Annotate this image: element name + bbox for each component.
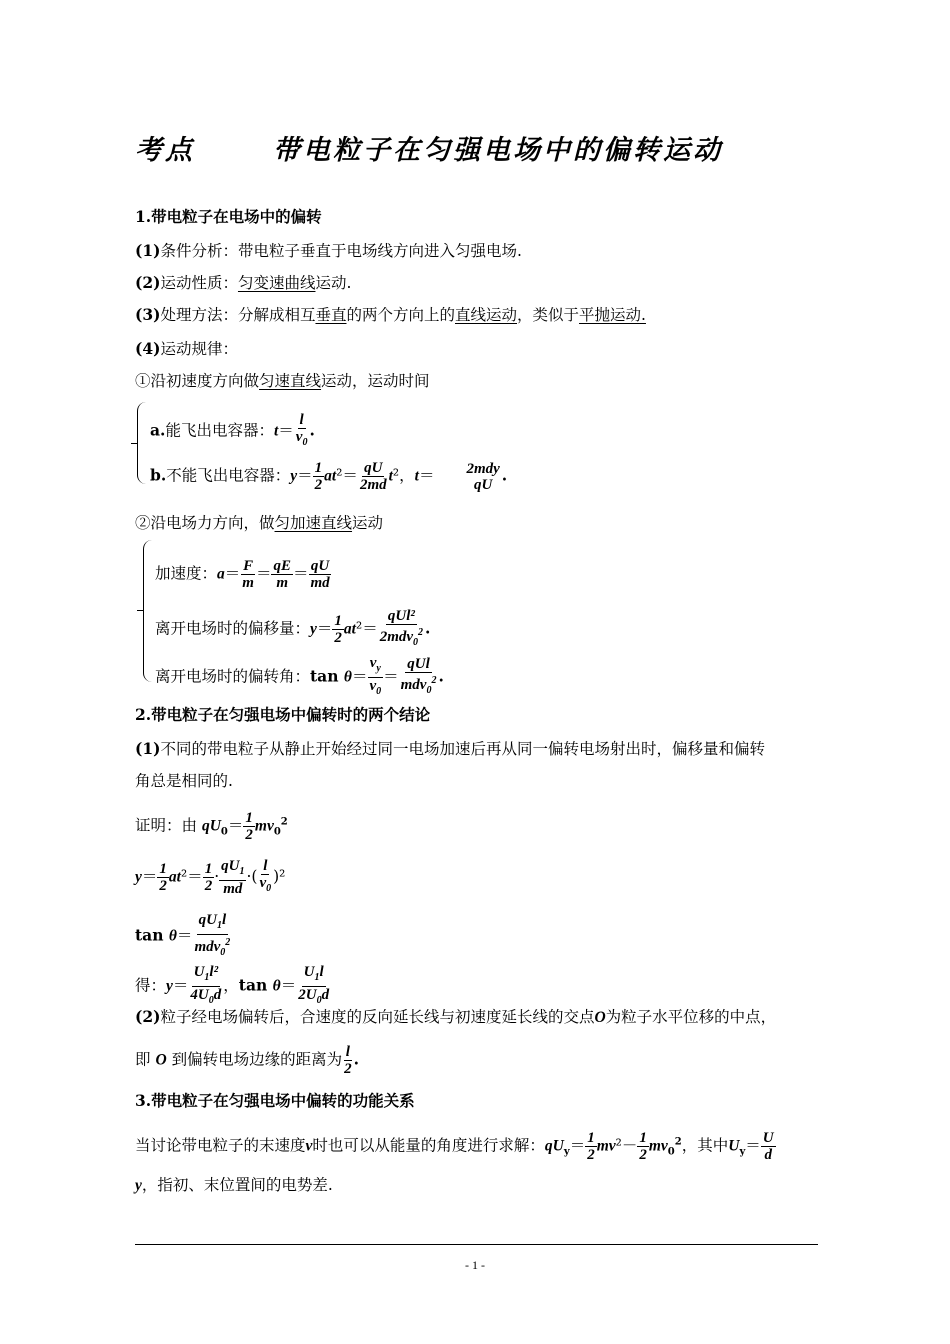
section-3-heading: 3.带电粒子在匀强电场中偏转的功能关系	[135, 1091, 415, 1110]
footer-divider	[135, 1244, 818, 1245]
page-title: 考点 带电粒子在匀强电场中的偏转运动	[135, 135, 723, 166]
rule-2-acceleration: 加速度：a＝ $\frac{F}{m}$ ＝ $\frac{qE}{m}$ ＝ $\frac{qU}{md}$	[155, 558, 330, 591]
rule-1b: b.不能飞出电容器：y＝ $\frac{1}{2}$ at²＝ $\frac{qU}{2md}$ t²，t＝ 2mdy qU .	[150, 460, 508, 493]
s1-item-2: (2)运动性质：匀变速曲线运动.	[135, 273, 352, 292]
s2-item-2-line-1: (2)粒子经电场偏转后，合速度的反向延长线与初速度延长线的交点O为粒子水平位移的中点，	[135, 1007, 777, 1026]
rule-2-angle: 离开电场时的偏转角：tan θ＝ $\frac{v_y}{v_0}$ ＝ $\frac{\text{qUl}}{mdv_0^2}$ .	[155, 655, 444, 697]
section-2-heading: 2.带电粒子在匀强电场中偏转时的两个结论	[135, 705, 431, 724]
s3-line-2: y，指初、末位置间的电势差.	[135, 1176, 333, 1194]
s2-item-1-line-1: (1)不同的带电粒子从静止开始经过同一电场加速后再从同一偏转电场射出时，偏移量和偏转	[135, 739, 765, 758]
brace-2	[143, 540, 152, 682]
s3-line-1: 当讨论带电粒子的末速度v时也可以从能量的角度进行求解：$qU_y=$ $\frac{1}{2}$ mv²－ $\frac{1}{2}$ $mv_0^2$，其中$U_y=$ $\frac{U}{d}$	[135, 1130, 774, 1163]
proof-line-3: tan θ＝ $\frac{qU_1l}{mdv_0^2}$	[135, 912, 231, 958]
rule-1a: a.能飞出电容器：t＝ $\frac{l}{v_0}$ .	[150, 412, 315, 448]
s1-item-4: (4)运动规律：	[135, 339, 238, 358]
brace-1-tip	[131, 443, 137, 444]
section-1-heading: 1.带电粒子在电场中的偏转	[135, 207, 322, 226]
s2-item-2-line-2: 即 O 到偏转电场边缘的距离为 $\frac{l}{2}$ .	[135, 1044, 360, 1077]
s1-rule-2: ②沿电场力方向，做匀加速直线运动	[135, 514, 384, 532]
page-number: - 1 -	[465, 1258, 485, 1272]
proof-result: 得：y＝ $\frac{U_1l^2}{4U_0d}$ ，tan θ＝ $\frac{U_1l}{2U_0d}$	[135, 964, 330, 1006]
proof-line-1: 证明：由 $qU_0=$ $\frac{1}{2}$ $mv_0^2$	[135, 810, 288, 843]
rule-2-displacement: 离开电场时的偏移量：y＝ $\frac{1}{2}$ at²＝ $\frac{\text{qUl²}}{2mdv_0^2}$ .	[155, 608, 431, 648]
brace-2-tip	[137, 610, 143, 611]
s1-item-3: (3)处理方法：分解成相互垂直的两个方向上的直线运动，类似于平抛运动.	[135, 305, 646, 324]
s1-rule-1: ①沿初速度方向做匀速直线运动，运动时间	[135, 372, 430, 390]
proof-line-2: y＝ $\frac{1}{2}$ at²＝ $\frac{1}{2}$ · $\frac{qU_1}{md}$ ·( $\frac{l}{v_0}$ )²	[135, 858, 286, 897]
brace-1	[137, 402, 146, 484]
s2-item-1-line-2: 角总是相同的.	[135, 772, 233, 790]
s1-item-1: (1)条件分析：带电粒子垂直于电场线方向进入匀强电场.	[135, 241, 522, 260]
